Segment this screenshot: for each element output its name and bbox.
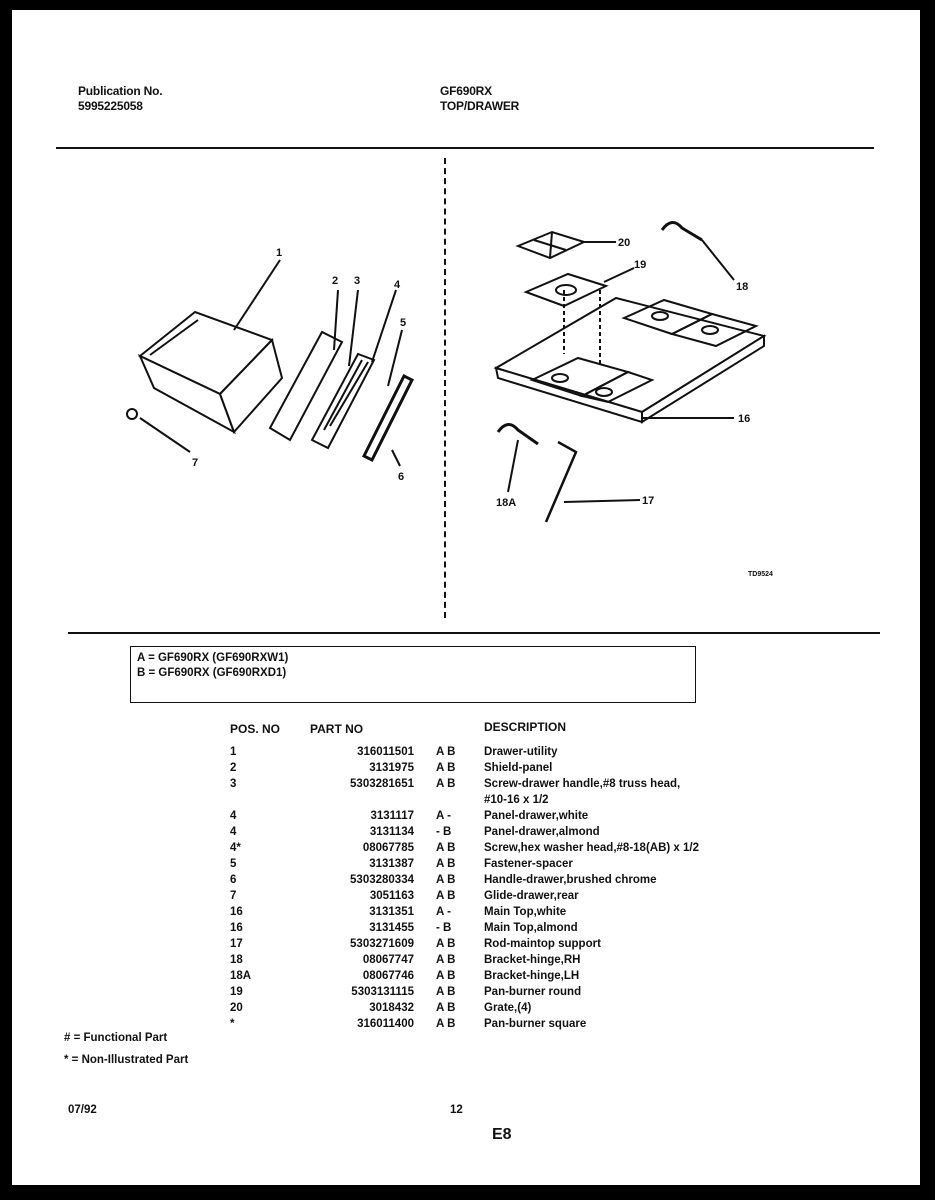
model-code-cell: A B — [436, 762, 456, 774]
main-top-drawing — [496, 298, 764, 422]
part-no-cell: 316011400 — [357, 1018, 414, 1030]
description-cell: Screw-drawer handle,#8 truss head, — [484, 778, 681, 790]
pan-burner-drawing — [526, 274, 606, 306]
part-no-cell: 3131134 — [369, 826, 414, 838]
section-title: TOP/DRAWER — [440, 99, 520, 113]
bracket-hinge-rh-drawing — [662, 222, 702, 240]
pos-cell: 1 — [230, 746, 237, 758]
grate-drawing — [518, 232, 584, 258]
part-no-cell: 5303280334 — [350, 874, 414, 886]
callout-18: 18 — [736, 281, 749, 293]
pos-cell: 4 — [230, 810, 237, 822]
callout-3: 3 — [354, 275, 361, 287]
figure-code: TD9524 — [748, 571, 773, 578]
pos-cell: 3 — [230, 778, 237, 790]
model-code-cell: A B — [436, 954, 456, 966]
part-no-cell: 3131387 — [369, 858, 414, 870]
callout-16: 16 — [738, 413, 751, 425]
header-desc: DESCRIPTION — [484, 720, 567, 734]
part-no-cell: 3051163 — [369, 890, 414, 902]
description-cell: Panel-drawer,almond — [484, 826, 600, 838]
part-no-cell: 5303131115 — [351, 986, 414, 998]
table-row — [12, 954, 920, 970]
publication-number: 5995225058 — [78, 99, 143, 113]
callout-19: 19 — [634, 259, 647, 271]
callout-4: 4 — [394, 279, 401, 291]
pos-cell: 17 — [230, 938, 243, 950]
table-row — [12, 746, 920, 762]
description-cell: Bracket-hinge,LH — [484, 970, 580, 982]
model-code-cell: A B — [436, 1002, 456, 1014]
glide-drawing — [127, 409, 137, 419]
part-no-cell: 3018432 — [369, 1002, 414, 1014]
model-code-cell: A B — [436, 1018, 456, 1030]
pos-cell: 16 — [230, 906, 243, 918]
note-non-illustrated: * = Non-Illustrated Part — [64, 1054, 189, 1066]
part-no-cell: 08067785 — [362, 842, 414, 854]
callout-18a: 18A — [496, 497, 517, 509]
publication-label: Publication No. — [78, 84, 163, 98]
publication-block — [78, 84, 162, 114]
pos-cell: 18 — [230, 954, 243, 966]
table-row — [12, 794, 920, 810]
part-no-cell: 3131117 — [370, 810, 414, 822]
callout-1: 1 — [276, 247, 283, 259]
footer-date: 07/92 — [68, 1104, 97, 1116]
description-cell: Screw,hex washer head,#8-18(AB) x 1/2 — [484, 842, 699, 854]
parts-page — [12, 10, 920, 1185]
table-row — [12, 890, 920, 906]
table-row — [12, 970, 920, 986]
model-code-cell: A - — [436, 810, 451, 822]
description-cell: Handle-drawer,brushed chrome — [484, 874, 657, 886]
table-row — [12, 906, 920, 922]
model-code-cell: - B — [436, 922, 452, 934]
table-row — [12, 922, 920, 938]
part-no-cell: 5303271609 — [350, 938, 414, 950]
description-cell: Main Top,white — [484, 906, 567, 918]
header-part: PART NO — [310, 722, 364, 736]
model-code-cell: - B — [436, 826, 452, 838]
description-cell: #10-16 x 1/2 — [484, 794, 549, 806]
pos-cell: 20 — [230, 1002, 243, 1014]
pos-cell: 2 — [230, 762, 237, 774]
model-code-cell: A B — [436, 874, 456, 886]
part-no-cell: 5303281651 — [350, 778, 414, 790]
handle-drawing — [364, 376, 412, 460]
model-code-cell: A B — [436, 858, 456, 870]
title-block — [440, 84, 519, 114]
part-no-cell: 3131351 — [369, 906, 414, 918]
callout-6: 6 — [398, 471, 405, 483]
pos-cell: 4* — [230, 842, 241, 854]
description-cell: Main Top,almond — [484, 922, 578, 934]
pos-cell: 19 — [230, 986, 243, 998]
model-code-cell: A B — [436, 890, 456, 902]
legend-line-b: B = GF690RX (GF690RXD1) — [137, 667, 287, 679]
top-rule — [56, 147, 874, 149]
middle-rule — [68, 632, 880, 634]
footer-code: E8 — [492, 1126, 512, 1143]
part-no-cell: 3131455 — [369, 922, 414, 934]
exploded-diagram — [12, 150, 920, 620]
part-no-cell: 08067747 — [362, 954, 414, 966]
pos-cell: 16 — [230, 922, 243, 934]
description-cell: Pan-burner square — [484, 1018, 587, 1030]
pos-cell: 5 — [230, 858, 237, 870]
part-no-cell: 08067746 — [362, 970, 414, 982]
model-code-cell: A B — [436, 938, 456, 950]
pos-cell: 4 — [230, 826, 237, 838]
table-row — [12, 826, 920, 842]
model-legend — [130, 646, 696, 703]
model-code-cell: A B — [436, 746, 456, 758]
pos-cell: * — [230, 1018, 235, 1030]
pos-cell: 18A — [230, 970, 252, 982]
legend-line-a: A = GF690RX (GF690RXW1) — [137, 652, 289, 664]
model-code-cell: A B — [436, 970, 456, 982]
description-cell: Fastener-spacer — [484, 858, 573, 870]
description-cell: Panel-drawer,white — [484, 810, 589, 822]
model-code-cell: A B — [436, 842, 456, 854]
callout-17: 17 — [642, 495, 655, 507]
table-row — [12, 762, 920, 778]
model-code-cell: A B — [436, 986, 456, 998]
pos-cell: 6 — [230, 874, 237, 886]
drawer-utility-drawing — [140, 312, 282, 432]
table-row — [12, 986, 920, 1002]
table-row — [12, 778, 920, 794]
description-cell: Rod-maintop support — [484, 938, 601, 950]
pos-cell: 7 — [230, 890, 237, 902]
callout-7: 7 — [192, 457, 199, 469]
part-no-cell: 3131975 — [369, 762, 414, 774]
callout-5: 5 — [400, 317, 407, 329]
note-functional: # = Functional Part — [64, 1032, 168, 1044]
header-pos: POS. NO — [230, 722, 281, 736]
callout-20: 20 — [618, 237, 631, 249]
model-code-cell: A B — [436, 778, 456, 790]
footer-page: 12 — [450, 1104, 463, 1116]
table-row — [12, 810, 920, 826]
model-code-cell: A - — [436, 906, 451, 918]
table-row — [12, 938, 920, 954]
model-title: GF690RX — [440, 84, 492, 98]
description-cell: Bracket-hinge,RH — [484, 954, 581, 966]
description-cell: Pan-burner round — [484, 986, 582, 998]
table-row — [12, 874, 920, 890]
description-cell: Drawer-utility — [484, 746, 558, 758]
table-row — [12, 1002, 920, 1018]
table-row — [12, 858, 920, 874]
table-row — [12, 842, 920, 858]
description-cell: Glide-drawer,rear — [484, 890, 579, 902]
description-cell: Shield-panel — [484, 762, 553, 774]
rod-drawing — [546, 442, 576, 522]
part-no-cell: 316011501 — [357, 746, 414, 758]
description-cell: Grate,(4) — [484, 1002, 532, 1014]
callout-2: 2 — [332, 275, 339, 287]
